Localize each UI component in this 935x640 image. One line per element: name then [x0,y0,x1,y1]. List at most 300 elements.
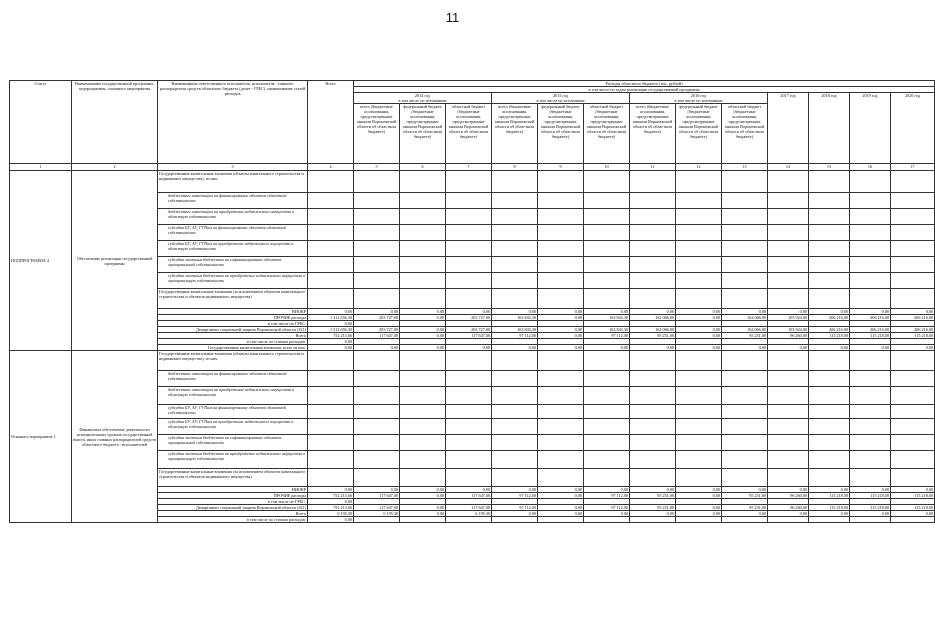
expense-item: субсидии БУ, АУ, ГУПам на приобретение недвижимого имущества в областную собственность [158,419,308,435]
value-cell: 115 218,00 [850,493,891,499]
value-cell [891,273,935,289]
header-by-years: в том числе по годам реализации государственной программы [354,87,935,93]
value-cell [492,241,538,257]
value-cell [400,289,446,309]
value-cell: 97 112,00 [492,493,538,499]
value-cell [354,209,400,225]
value-cell [630,289,676,309]
expense-item: бюджетные инвестиции на приобретение недвижимого имущества в областную собственность [158,387,308,405]
value-cell: 115 218,00 [891,333,935,339]
value-cell: 97 112,00 [584,505,630,511]
value-cell [809,241,850,257]
value-cell [446,451,492,469]
value-cell [446,171,492,193]
value-cell [850,469,891,487]
expense-item: бюджетные инвестиции на финансирование объектов областной собственности [158,193,308,209]
header-2015-total: всего (бюджетные ассигнования, предусмотренные законом Воронежской области об областном бюджете) [492,104,538,164]
value-cell [768,419,809,435]
value-cell: 0,00 [400,315,446,321]
value-cell [768,171,809,193]
value-cell: 0,00 [891,511,935,517]
value-cell: 0,00 [446,487,492,493]
value-cell [400,209,446,225]
row-label-kap: Государственные капитальные вложения, всего из них: [158,345,308,351]
row-label-stat: в том числе по статьям расходов: [158,339,308,345]
value-cell [446,435,492,451]
value-cell [722,171,768,193]
value-cell [891,451,935,469]
value-cell: 0,00 [722,487,768,493]
value-cell [492,517,538,523]
value-cell [538,469,584,487]
value-cell [354,289,400,309]
expense-item: субсидии БУ, АУ, ГУПам на финансирование объектов областной собственности [158,405,308,419]
value-cell [850,241,891,257]
value-cell: 0,00 [676,309,722,315]
value-cell [809,257,850,273]
header-2015-regional: областной бюджет (бюджетные ассигнования, предусмотренные законом Воронежской области об областном бюджете) [584,104,630,164]
value-cell: 0,00 [676,493,722,499]
value-cell [538,371,584,387]
value-cell: 206 216,00 [850,315,891,321]
value-cell [308,351,354,371]
value-cell [400,387,446,405]
value-cell [354,273,400,289]
value-cell [676,289,722,309]
value-cell [768,351,809,371]
value-cell: 0,00 [584,511,630,517]
value-cell: 95 251,00 [722,333,768,339]
value-cell: 203 727,00 [354,327,400,333]
value-cell: 162 066,00 [722,327,768,333]
value-cell [809,419,850,435]
value-cell [584,435,630,451]
value-cell [584,451,630,469]
value-cell [850,289,891,309]
value-cell [676,241,722,257]
value-cell [308,435,354,451]
value-cell [538,257,584,273]
value-cell [492,435,538,451]
value-cell [584,171,630,193]
value-cell: 752 213,66 [308,333,354,339]
value-cell [722,273,768,289]
value-cell: 0,00 [891,487,935,493]
value-cell [630,225,676,241]
value-cell: 0,00 [630,309,676,315]
header-2018: 2018 год [809,93,850,164]
value-cell [446,209,492,225]
value-cell [891,387,935,405]
value-cell [400,351,446,371]
value-cell [630,387,676,405]
value-cell: 6 195,30 [446,511,492,517]
value-cell [492,209,538,225]
value-cell: 0,00 [538,493,584,499]
value-cell [891,289,935,309]
col-index: 7 [446,164,492,171]
value-cell [354,517,400,523]
value-cell [446,419,492,435]
value-cell [676,517,722,523]
value-cell: 0,00 [809,345,850,351]
value-cell [722,405,768,419]
header-total: Всего [308,81,354,164]
expense-item: субсидии БУ, АУ, ГУПам на приобретение недвижимого имущества в областную собственность [158,241,308,257]
value-cell [354,351,400,371]
value-cell: 95 251,00 [722,493,768,499]
value-cell [850,419,891,435]
value-cell [850,405,891,419]
value-cell: 0,00 [308,499,354,505]
col-index: 9 [538,164,584,171]
value-cell [308,451,354,469]
value-cell [676,371,722,387]
value-cell [492,193,538,209]
value-cell: 0,00 [354,309,400,315]
value-cell [891,517,935,523]
value-cell [584,351,630,371]
value-cell [850,435,891,451]
value-cell: 0,00 [538,333,584,339]
value-cell [584,193,630,209]
expense-item: субсидии БУ, АУ, ГУПам на финансирование объектов областной собственности [158,225,308,241]
value-cell: 0,00 [538,315,584,321]
value-cell [584,405,630,419]
value-cell: 0,00 [400,505,446,511]
value-cell [722,225,768,241]
page-number: 11 [445,10,460,25]
value-cell: 96 260,00 [768,505,809,511]
value-cell [400,405,446,419]
col-index: 13 [722,164,768,171]
value-cell: 115 218,00 [891,493,935,499]
value-cell [354,371,400,387]
col-index: 11 [630,164,676,171]
value-cell [768,435,809,451]
value-cell [538,435,584,451]
expense-item: Государственные капитальные вложения (за исключением объектов капитального строительства и объектов недвижимого имущества) [158,289,308,309]
value-cell [308,241,354,257]
value-cell: 0,00 [538,327,584,333]
value-cell: 6 195,30 [308,511,354,517]
value-cell [768,209,809,225]
value-cell [809,435,850,451]
header-executor: Наименование ответственного исполнителя, исполнителя - главного распорядителя средств областного бюджета (далее - ГРБС), наименование статей расходов [158,81,308,164]
value-cell: 0,00 [400,309,446,315]
value-cell [676,171,722,193]
value-cell [891,371,935,387]
value-cell [446,289,492,309]
value-cell [446,257,492,273]
value-cell [630,419,676,435]
value-cell: 0,00 [492,487,538,493]
value-cell: 203 727,00 [446,327,492,333]
value-cell: 0,00 [538,511,584,517]
value-cell [722,435,768,451]
value-cell: 0,00 [722,345,768,351]
value-cell [308,257,354,273]
value-cell: 206 216,00 [891,327,935,333]
value-cell [768,451,809,469]
value-cell [584,241,630,257]
value-cell [676,387,722,405]
col-index: 14 [768,164,809,171]
value-cell: 0,00 [768,309,809,315]
header-2016-total: всего (бюджетные ассигнования, предусмотренные законом Воронежской области об областном бюджете) [630,104,676,164]
value-cell [492,289,538,309]
value-cell [850,257,891,273]
value-cell [492,419,538,435]
value-cell: 0,00 [584,345,630,351]
value-cell: 0,00 [676,505,722,511]
value-cell [538,387,584,405]
value-cell: 97 112,00 [584,493,630,499]
value-cell: 0,00 [354,345,400,351]
expense-item: субсидии местным бюджетам на приобретение недвижимого имущества в муниципальную собственность [158,273,308,289]
value-cell [722,371,768,387]
value-cell [809,517,850,523]
value-cell [584,419,630,435]
value-cell [538,419,584,435]
value-cell [354,469,400,487]
value-cell [722,193,768,209]
header-year-2015 [492,93,630,104]
value-cell [584,209,630,225]
value-cell [538,241,584,257]
value-cell [400,435,446,451]
row-program-name: Финансовое обеспечение деятельности исполнительных органов государственной власти, иных главных распорядителей средств областного бюджета - исполнителей [72,351,158,523]
value-cell: 0,00 [400,493,446,499]
year-2014-label: 2014 год [414,93,431,98]
value-cell: 0,00 [308,517,354,523]
value-cell [676,419,722,435]
value-cell: 163 843,30 [584,315,630,321]
value-cell: 0,00 [722,511,768,517]
value-cell [809,209,850,225]
value-cell [492,405,538,419]
value-cell [584,225,630,241]
value-cell [446,517,492,523]
value-cell: 97 112,00 [492,505,538,511]
value-cell: 0,00 [676,315,722,321]
header-2014-regional: областной бюджет (бюджетные ассигнования, предусмотренные законом Воронежской области об областном бюджете) [446,104,492,164]
value-cell: 115 218,00 [809,333,850,339]
value-cell: 0,00 [630,487,676,493]
value-cell [492,387,538,405]
value-cell [676,435,722,451]
value-cell [446,273,492,289]
value-cell [354,435,400,451]
value-cell [891,225,935,241]
value-cell: 203 727,00 [446,315,492,321]
value-cell [446,241,492,257]
value-cell [492,351,538,371]
value-cell [630,371,676,387]
value-cell: 1 312 656,30 [308,327,354,333]
row-label-vsego: Всего [158,511,308,517]
value-cell [676,273,722,289]
value-cell: 0,00 [492,309,538,315]
value-cell [630,435,676,451]
value-cell [809,273,850,289]
value-cell: 103 924,00 [768,315,809,321]
value-cell [446,371,492,387]
value-cell [584,517,630,523]
main-activity-1-block [10,351,935,523]
year-2016-sub: в том числе по источникам [674,98,723,103]
expense-item: Государственные капитальные вложения (объекты капитального строительства и недвижимое имущество), из них: [158,351,308,371]
value-cell [891,435,935,451]
year-2015-label: 2015 год [552,93,569,98]
header-expenses: Расходы областного бюджета (тыс. рублей) [354,81,935,87]
budget-table [9,80,935,523]
value-cell: 0,00 [850,487,891,493]
value-cell [676,193,722,209]
value-cell [630,517,676,523]
value-cell [850,517,891,523]
value-cell: 0,00 [308,487,354,493]
value-cell: 117 647,00 [354,505,400,511]
value-cell: 0,00 [308,345,354,351]
value-cell: 115 218,00 [850,333,891,339]
row-status: Основное мероприятие 1 [10,351,72,523]
value-cell: 0,00 [492,511,538,517]
col-index: 1 [10,164,72,171]
value-cell: 0,00 [446,345,492,351]
value-cell [891,419,935,435]
value-cell: 203 727,00 [354,315,400,321]
value-cell: 95 251,00 [630,493,676,499]
value-cell: 117 647,00 [446,333,492,339]
value-cell [630,405,676,419]
value-cell: 115 218,00 [809,505,850,511]
value-cell [850,225,891,241]
value-cell [850,351,891,371]
row-label-niokr: НИОКР [158,487,308,493]
value-cell [676,405,722,419]
value-cell [446,225,492,241]
value-cell: 0,00 [584,309,630,315]
value-cell: 206 216,00 [850,327,891,333]
value-cell [492,225,538,241]
value-cell [809,193,850,209]
expense-item: бюджетные инвестиции на финансирование объектов областной собственности [158,371,308,387]
value-cell: 95 251,00 [630,333,676,339]
value-cell [400,171,446,193]
value-cell: 163 843,30 [584,327,630,333]
row-label-dept: Департамент социальной защиты Воронежской области (321) [158,505,308,511]
value-cell: 0,00 [850,511,891,517]
value-cell [676,351,722,371]
value-cell [400,193,446,209]
value-cell [891,171,935,193]
value-cell [768,371,809,387]
expense-item: субсидии местным бюджетам на приобретение недвижимого имущества в муниципальную собственность [158,451,308,469]
value-cell [850,387,891,405]
value-cell [538,351,584,371]
value-cell [722,257,768,273]
value-cell: 0,00 [400,487,446,493]
value-cell: 206 216,00 [809,315,850,321]
col-index: 3 [158,164,308,171]
value-cell: 0,00 [538,505,584,511]
value-cell [584,273,630,289]
value-cell: 752 213,66 [308,505,354,511]
expense-item: субсидии местным бюджетам на софинансирование объектов муниципальной собственности [158,257,308,273]
value-cell [722,351,768,371]
value-cell [850,371,891,387]
value-cell: 0,00 [538,345,584,351]
value-cell [400,469,446,487]
value-cell: 0,00 [308,321,354,327]
value-cell [400,241,446,257]
value-cell [308,469,354,487]
col-index: 2 [72,164,158,171]
value-cell [308,171,354,193]
value-cell [809,225,850,241]
value-cell [492,469,538,487]
value-cell: 0,00 [538,309,584,315]
value-cell [584,469,630,487]
value-cell: 0,00 [400,333,446,339]
value-cell: 0,00 [850,309,891,315]
value-cell [492,273,538,289]
value-cell: 0,00 [308,309,354,315]
value-cell: 162 066,00 [722,315,768,321]
value-cell [676,469,722,487]
value-cell: 0,00 [492,345,538,351]
header-2014-federal: федеральный бюджет (бюджетные ассигнования, предусмотренные законом Воронежской области об областном бюджете) [400,104,446,164]
value-cell: 0,00 [676,487,722,493]
value-cell [809,351,850,371]
value-cell [850,451,891,469]
value-cell [400,517,446,523]
value-cell: 0,00 [891,345,935,351]
col-index: 10 [584,164,630,171]
value-cell [584,387,630,405]
value-cell [722,469,768,487]
col-index: 17 [891,164,935,171]
value-cell [308,371,354,387]
value-cell: 0,00 [400,511,446,517]
header-2016-federal: федеральный бюджет (бюджетные ассигнования, предусмотренные законом Воронежской области об областном бюджете) [676,104,722,164]
value-cell [809,469,850,487]
value-cell [891,193,935,209]
value-cell [722,387,768,405]
value-cell [722,419,768,435]
value-cell [722,209,768,225]
header-2019: 2019 год [850,93,891,164]
value-cell [850,193,891,209]
expense-item: бюджетные инвестиции на приобретение недвижимого имущества в областную собственность [158,209,308,225]
col-index: 15 [809,164,850,171]
value-cell [400,371,446,387]
col-index: 5 [354,164,400,171]
value-cell: 97 112,00 [492,333,538,339]
value-cell [584,289,630,309]
value-cell: 0,00 [676,327,722,333]
value-cell [809,171,850,193]
value-cell [676,451,722,469]
value-cell: 162 066,00 [630,327,676,333]
value-cell: 117 647,00 [446,505,492,511]
value-cell: 0,00 [850,345,891,351]
value-cell [850,171,891,193]
value-cell: 115 218,00 [891,505,935,511]
row-label-stat: в том числе по статьям расходов: [158,517,308,523]
value-cell [538,193,584,209]
